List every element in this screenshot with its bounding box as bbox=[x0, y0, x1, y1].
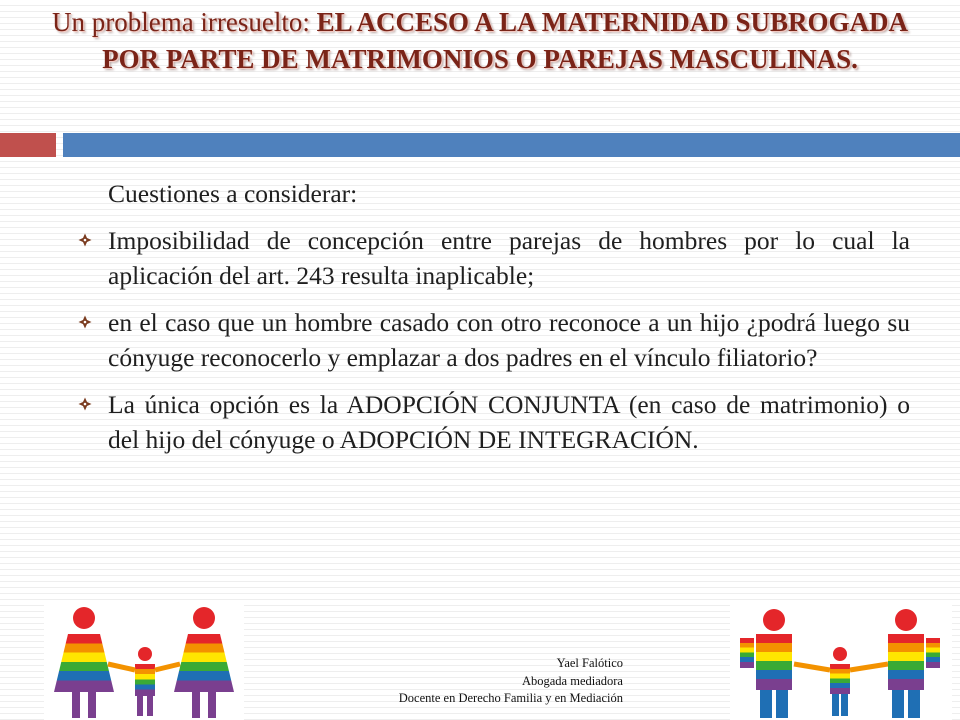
bullet-item bbox=[76, 223, 910, 293]
two-women-and-child-icon bbox=[44, 604, 244, 720]
author-role: Abogada mediadora bbox=[521, 673, 623, 688]
slide-title bbox=[40, 4, 920, 78]
author-teaching: Docente en Derecho Familia y en Mediación bbox=[398, 691, 623, 705]
diamond-bullet-icon bbox=[78, 397, 92, 411]
bullet-item bbox=[76, 387, 910, 457]
diamond-bullet-icon bbox=[78, 233, 92, 247]
two-men-and-child-icon bbox=[730, 604, 952, 720]
bullet-item bbox=[76, 305, 910, 375]
slide-title-lead: Un problema irresuelto: bbox=[51, 7, 310, 37]
bullet-text: Imposibilidad de concepción entre parejas de hombres por lo cual la aplicación del art. 243 resulta inaplicable; bbox=[108, 226, 910, 290]
author-name: Yael Falótico bbox=[556, 656, 623, 670]
intro-text: Cuestiones a considerar: bbox=[108, 179, 358, 208]
slide-body bbox=[76, 176, 910, 469]
author-credit bbox=[240, 655, 623, 708]
diamond-bullet-icon bbox=[78, 315, 92, 329]
bullet-text: La única opción es la ADOPCIÓN CONJUNTA (en caso de matrimonio) o del hijo del cónyuge o ADOPCIÓN DE INTEGRACIÓN. bbox=[108, 390, 910, 454]
accent-bar-blue bbox=[63, 133, 960, 157]
accent-bar-red bbox=[0, 133, 56, 157]
slide-title-main: EL ACCESO A LA MATERNIDAD SUBROGADA POR PARTE DE MATRIMONIOS O PAREJAS MASCULINAS. bbox=[102, 7, 909, 74]
bullet-text: en el caso que un hombre casado con otro reconoce a un hijo ¿podrá luego su cónyuge reconocerlo y emplazar a dos padres en el vínculo filiatorio? bbox=[108, 308, 910, 372]
